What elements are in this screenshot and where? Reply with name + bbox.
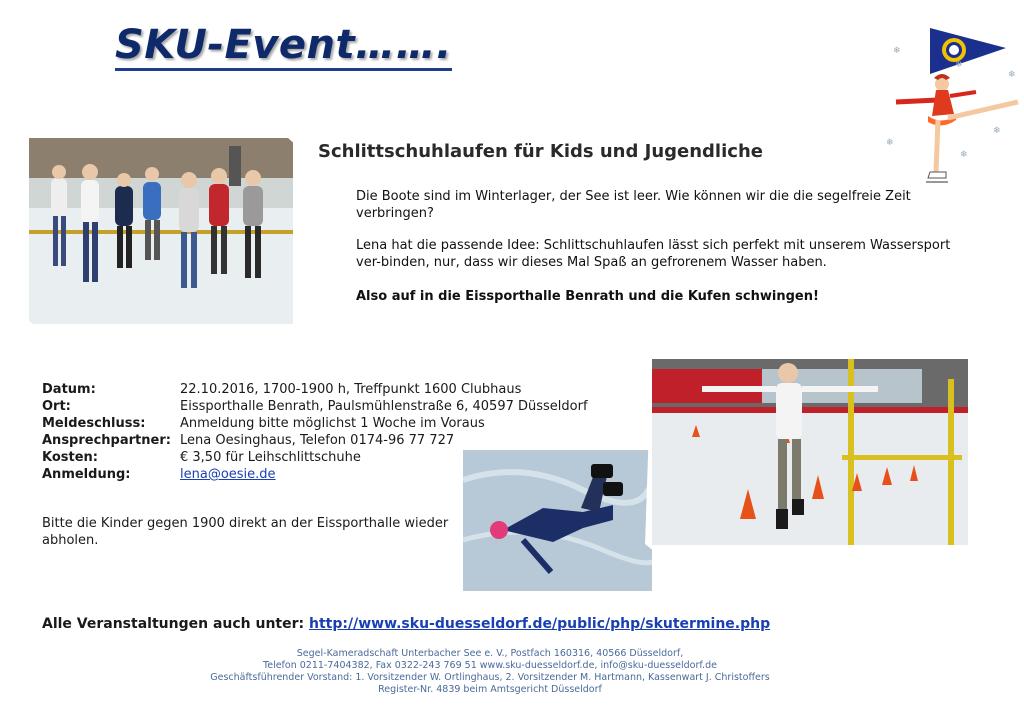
detail-label: Datum: [42,382,96,397]
footer-line-4: Register-Nr. 4839 beim Amtsgericht Düsseldorf [378,684,602,695]
snowflake-icon: ❄ [886,138,894,148]
detail-label: Kosten: [42,450,98,465]
detail-value: Lena Oesinghaus, Telefon 0174-96 77 727 [180,433,455,448]
detail-value: Eissporthalle Benrath, Paulsmühlenstraße 6, 40597 Düsseldorf [180,399,588,414]
page-title: SKU-Event……. [115,22,452,71]
intro-paragraph-1: Die Boote sind im Winterlager, der See ist leer. Wie können wir die die segelfreie Zeit verbringen? [356,189,911,221]
intro-paragraph-2: Lena hat die passende Idee: Schlittschuhlaufen lässt sich perfekt mit unserem Wassersport ver-binden, nur, dass wir dieses Mal Spaß an gefrorenem Wasser haben. [356,238,951,270]
detail-row-meldeschluss [42,415,588,432]
snowflake-icon: ❄ [893,46,901,56]
detail-value: Anmeldung bitte möglichst 1 Woche im Voraus [180,416,485,431]
detail-label: Anmeldung: [42,467,131,482]
snowflake-icon: ❄ [1008,70,1016,80]
all-events-label: Alle Veranstaltungen auch unter: [42,616,305,632]
snowflake-icon: ❄ [955,60,963,70]
footer-line-2: Telefon 0211-7404382, Fax 0322-243 769 51 www.sku-duesseldorf.de, info@sku-duesseldorf.de [263,660,717,671]
registration-email-link[interactable]: lena@oesie.de [180,467,276,482]
events-url-link[interactable]: http://www.sku-duesseldorf.de/public/php/skutermine.php [309,616,771,632]
photo-girl-skating-cones [645,352,975,552]
photo-child-on-ice [456,443,659,598]
footer-line-1: Segel-Kameradschaft Unterbacher See e. V., Postfach 160316, 40566 Düsseldorf, [296,648,684,659]
all-events-line [42,616,770,632]
intro-paragraph-3: Also auf in die Eissporthalle Benrath und die Kufen schwingen! [356,289,819,304]
detail-value: € 3,50 für Leihschlittschuhe [180,450,361,465]
detail-label: Meldeschluss: [42,416,146,431]
footer-line-3: Geschäftsführender Vorstand: 1. Vorsitzender W. Ortlinghaus, 2. Vorsitzender M. Hartmann, Kassenwart J. Christoffers [210,672,770,683]
detail-label: Ort: [42,399,71,414]
detail-value: 22.10.2016, 1700-1900 h, Treffpunkt 1600 Clubhaus [180,382,522,397]
footer [0,648,980,696]
section-headline: Schlittschuhlaufen für Kids und Jugendliche [318,141,763,162]
detail-label: Ansprechpartner: [42,433,171,448]
snowflake-icon: ❄ [993,126,1001,136]
detail-row-ort [42,398,588,415]
detail-row-datum [42,381,588,398]
snowflake-icon: ❄ [960,150,968,160]
photo-kids-skating-group [22,131,300,331]
pickup-note: Bitte die Kinder gegen 1900 direkt an der Eissporthalle wieder abholen. [42,516,449,548]
